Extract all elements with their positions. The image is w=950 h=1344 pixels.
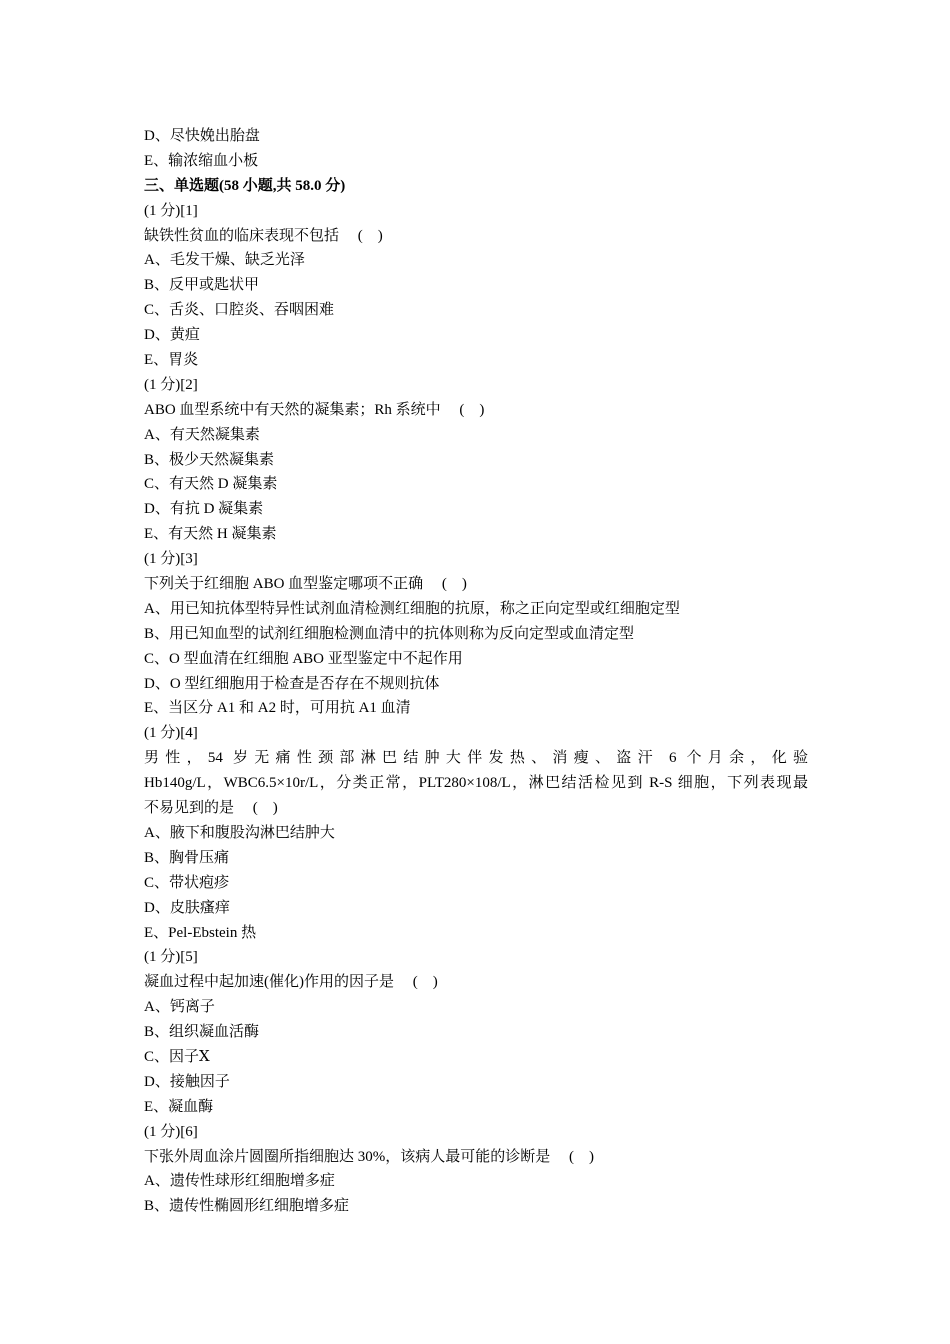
option-line: B、反甲或匙状甲 <box>144 277 260 294</box>
option-line: A、有天然凝集素 <box>144 426 260 443</box>
question-score: (1 分)[6] <box>144 1123 198 1140</box>
question-score: (1 分)[2] <box>144 376 198 393</box>
option-line: D、有抗 D 凝集素 <box>144 501 264 518</box>
option-line: B、胸骨压痛 <box>144 849 230 866</box>
question-stem-line: 不易见到的是 ( ) <box>144 800 278 817</box>
question-stem <box>144 746 808 821</box>
option-line: D、黄疸 <box>144 327 200 344</box>
option-line: C、O 型血清在红细胞 ABO 亚型鉴定中不起作用 <box>144 650 463 667</box>
question-score: (1 分)[5] <box>144 949 198 966</box>
option-line: C、舌炎、口腔炎、吞咽困难 <box>144 302 335 319</box>
option-line: A、钙离子 <box>144 999 215 1016</box>
option-line: D、尽快娩出胎盘 <box>144 128 260 144</box>
option-line: E、胃炎 <box>144 352 199 369</box>
option-line: C、有天然 D 凝集素 <box>144 476 278 493</box>
option-line: C、因子Ⅹ <box>144 1048 210 1065</box>
option-line: D、接触因子 <box>144 1073 230 1090</box>
option-line: B、组织凝血活酶 <box>144 1024 260 1041</box>
option-line: A、腋下和腹股沟淋巴结肿大 <box>144 824 335 841</box>
option-line: E、输浓缩血小板 <box>144 152 259 169</box>
question-stem: 下列关于红细胞 ABO 血型鉴定哪项不正确 ( ) <box>144 576 467 593</box>
option-line: C、带状疱疹 <box>144 874 230 891</box>
option-line: A、毛发干燥、缺乏光泽 <box>144 252 305 269</box>
option-line: E、当区分 A1 和 A2 时，可用抗 A1 血清 <box>144 700 411 717</box>
option-line: D、O 型红细胞用于检查是否存在不规则抗体 <box>144 675 440 692</box>
document-page <box>144 124 808 1219</box>
option-line: B、用已知血型的试剂红细胞检测血清中的抗体则称为反向定型或血清定型 <box>144 625 635 642</box>
question-stem-line: 男性，54 岁无痛性颈部淋巴结肿大伴发热、消瘦、盗汗 6 个月余，化验 <box>144 750 808 767</box>
option-line: E、凝血酶 <box>144 1098 214 1115</box>
option-line: D、皮肤瘙痒 <box>144 899 230 916</box>
option-line: A、遗传性球形红细胞增多症 <box>144 1173 335 1190</box>
option-line: B、遗传性椭圆形红细胞增多症 <box>144 1198 350 1215</box>
question-score: (1 分)[1] <box>144 202 198 219</box>
option-line: A、用已知抗体型特异性试剂血清检测红细胞的抗原，称之正向定型或红细胞定型 <box>144 600 680 617</box>
question-stem-line: Hb140g/L，WBC6.5×10r/L，分类正常，PLT280×108/L，淋巴结活检见到 R-S 细胞，下列表现最 <box>144 775 808 792</box>
option-line: E、有天然 H 凝集素 <box>144 526 277 543</box>
question-score: (1 分)[4] <box>144 725 198 742</box>
option-line: E、Pel-Ebstein 热 <box>144 924 257 941</box>
question-stem: 缺铁性贫血的临床表现不包括 ( ) <box>144 227 383 244</box>
question-stem: 凝血过程中起加速(催化)作用的因子是 ( ) <box>144 974 438 991</box>
question-score: (1 分)[3] <box>144 551 198 568</box>
question-stem: 下张外周血涂片圆圈所指细胞达 30%，该病人最可能的诊断是 ( ) <box>144 1148 594 1165</box>
option-line: B、极少天然凝集素 <box>144 451 275 468</box>
question-stem: ABO 血型系统中有天然的凝集素；Rh 系统中 ( ) <box>144 401 485 418</box>
section-title: 三、单选题(58 小题,共 58.0 分) <box>144 177 346 194</box>
